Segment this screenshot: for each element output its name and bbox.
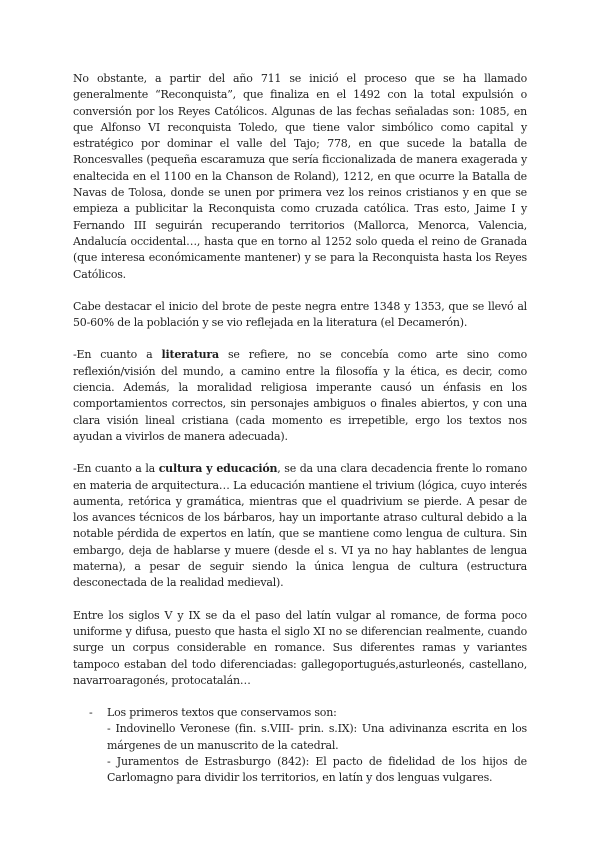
literatura-body: se refiere, no se concebía como arte sino como reflexión/visión del mundo, a camino entre la filosofía y la ética, es decir, como ciencia. Además, la moralidad religiosa imperante causó un énfasis en los comportamientos correctos, sin personajes ambiguos o finales abiertos, y con una clara visión lineal cristiana (cada momento es irrepetible, ergo los textos nos ayudan a vivirlos de manera adecuada). <box>73 348 527 443</box>
list-subitem-indovinello: - Indovinello Veronese (fin. s.VIII- prin. s.IX): Una adivinanza escrita en los márgenes de un manuscrito de la catedral. <box>107 722 527 752</box>
literatura-prefix: -En cuanto a <box>73 348 162 362</box>
paragraph-cultura-educacion <box>73 461 527 591</box>
list-item-intro: Los primeros textos que conservamos son: <box>107 706 337 720</box>
list-subitem-estrasburgo: - Juramentos de Estrasburgo (842): El pacto de fidelidad de los hijos de Carlomagno para dividir los territorios, en latín y dos lenguas vulgares. <box>107 754 527 785</box>
literatura-bold-term: literatura <box>161 348 219 362</box>
paragraph-romance: Entre los siglos V y IX se da el paso del latín vulgar al romance, de forma poco uniforme y difusa, puesto que hasta el siglo XI no se diferencian realmente, cuando surge un corpus considerable en romance. Sus diferentes ramas y variantes tampoco estaban del todo diferenciadas: gallegoportugués,asturleonés, castellano, navarroaragonés, protocatalán… <box>73 608 527 687</box>
paragraph-literatura <box>73 347 527 445</box>
cultura-body: , se da una clara decadencia frente lo romano en materia de arquitectura… La educación mantiene el trivium (lógica, cuyo interés aumenta, retórica y gramática, mientras que el quadrivium se pierde. A pesar de los avances técnicos de los bárbaros, hay un importante atraso cultural debido a la notable pérdida de expertos en latín, que se mantiene como lengua de cultura. Sin embargo, deja de hablarse y muere (desde el s. VI ya no hay hablantes de lengua materna), a pesar de seguir siendo la única lengua de cultura (estructura desconectada de la realidad medieval). <box>73 462 528 590</box>
list-bullet: - <box>89 706 93 720</box>
texts-list <box>73 705 527 786</box>
list-item <box>73 705 527 786</box>
cultura-prefix: -En cuanto a la <box>73 462 159 476</box>
paragraph-reconquista: No obstante, a partir del año 711 se inició el proceso que se ha llamado generalmente “Reconquista”, que finaliza en el 1492 con la total expulsión o conversión por los Reyes Católicos. Algunas de las fechas señaladas son: 1085, en que Alfonso VI reconquista Toledo, que tiene valor simbólico como capital y estratégico por dominar el valle del Tajo; 778, en que sucede la batalla de Roncesvalles (pequeña escaramuza que sería ficcionalizada de manera exagerada y enaltecida en el 1100 en la Chanson de Roland), 1212, en que ocurre la Batalla de Navas de Tolosa, donde se unen por primera vez los reinos cristianos y en que se empieza a publicitar la Reconquista como cruzada católica. Tras esto, Jaime I y Fernando III seguirán recuperando territorios (Mallorca, Menorca, Valencia, Andalucía occidental…, hasta que en torno al 1252 solo queda el reino de Granada (que interesa económicamente mantener) y se para la Reconquista hasta los Reyes Católicos. <box>73 72 527 281</box>
paragraph-peste-negra: Cabe destacar el inicio del brote de peste negra entre 1348 y 1353, que se llevó al 50-60% de la población y se vio reflejada en la literatura (el Decamerón). <box>73 299 527 330</box>
cultura-bold-term: cultura y educación <box>158 462 278 476</box>
